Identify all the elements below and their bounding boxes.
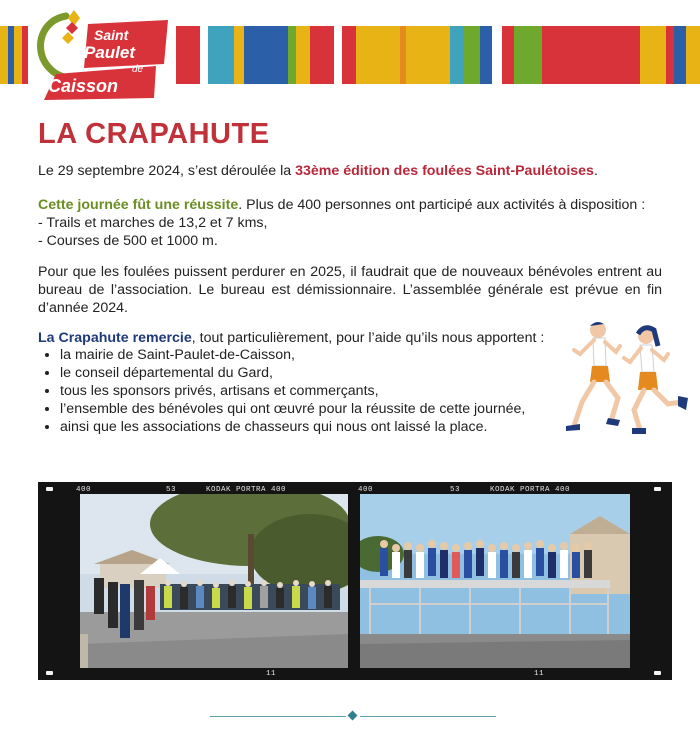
activity-item: - Trails et marches de 13,2 et 7 kms, [38,215,268,231]
runners-illustration [560,318,692,440]
group-podium-photo [360,494,630,668]
banner-stripe [480,26,492,84]
film-bottom-number: 11 [266,670,277,678]
banner-stripe [310,26,334,84]
banner-stripe [208,26,234,84]
banner-stripe [666,26,674,84]
thanks-highlight: La Crapahute remercie [38,330,192,346]
thanks-paragraph [38,329,558,347]
banner-stripe [514,26,542,84]
thanks-list [38,346,580,436]
banner-stripe [342,26,356,84]
list-item: • l’ensemble des bénévoles qui ont œuvré pour la réussite de cette journée, [60,400,580,418]
footer-divider [210,716,346,717]
banner-stripe [464,26,480,84]
list-item: • ainsi que les associations de chasseurs qui nous ont laissé la place. [60,418,580,436]
banner-stripe [674,26,686,84]
success-highlight: Cette journée fût une réussite [38,197,239,213]
intro-suffix: . [593,163,598,179]
logo-text: Paulet [84,43,136,62]
banner-stripe [686,26,700,84]
film-brand: KODAK PORTRA 400 [490,486,571,494]
film-strip [38,482,672,680]
activity-item: - Courses de 500 et 1000 m. [38,233,218,249]
banner-stripe [234,26,244,84]
film-brand: KODAK PORTRA 400 [206,486,287,494]
race-start-photo [80,494,348,668]
logo-text: Caisson [48,76,119,96]
success-text: . Plus de 400 personnes ont participé aux activités à disposition : [238,197,646,213]
banner-stripe [450,26,464,84]
page-title: LA CRAPAHUTE [38,118,270,150]
banner-stripe [356,26,400,84]
film-frame-number: 400 [76,486,92,494]
village-logo [28,6,176,102]
list-item: • le conseil départemental du Gard, [60,364,580,382]
list-item: • tous les sponsors privés, artisans et commerçants, [60,382,580,400]
logo-text: Saint [94,27,129,43]
banner-stripe [296,26,310,84]
success-paragraph [38,196,662,250]
logo-text: de [132,64,144,75]
film-bottom-number: 11 [534,670,545,678]
film-counter: 53 [450,486,461,494]
thanks-text: , tout particulièrement, pour l’aide qu’ils nous apportent : [191,330,545,346]
banner-stripe [0,26,8,84]
banner-stripe [406,26,450,84]
banner-stripe [542,26,640,84]
film-counter: 53 [166,486,177,494]
banner-stripe [14,26,22,84]
banner-stripe [244,26,288,84]
intro-paragraph [38,162,662,180]
intro-prefix: Le 29 septembre 2024, s’est déroulée la [38,163,296,179]
banner-stripe [640,26,666,84]
banner-stripe [502,26,514,84]
banner-stripe [288,26,296,84]
edition-highlight: 33ème édition des foulées Saint-Paulétoises [295,163,594,179]
footer-diamond-icon [348,711,358,721]
list-item: • la mairie de Saint-Paulet-de-Caisson, [60,346,580,364]
footer-divider [360,716,496,717]
film-frame-number: 400 [358,486,374,494]
future-paragraph: Pour que les foulées puissent perdurer en 2025, il faudrait que de nouveaux bénévoles entrent au bureau de l’association. Le bureau est démissionnaire. L’assemblée générale est prévue en fin d’année 2024. [38,264,662,316]
